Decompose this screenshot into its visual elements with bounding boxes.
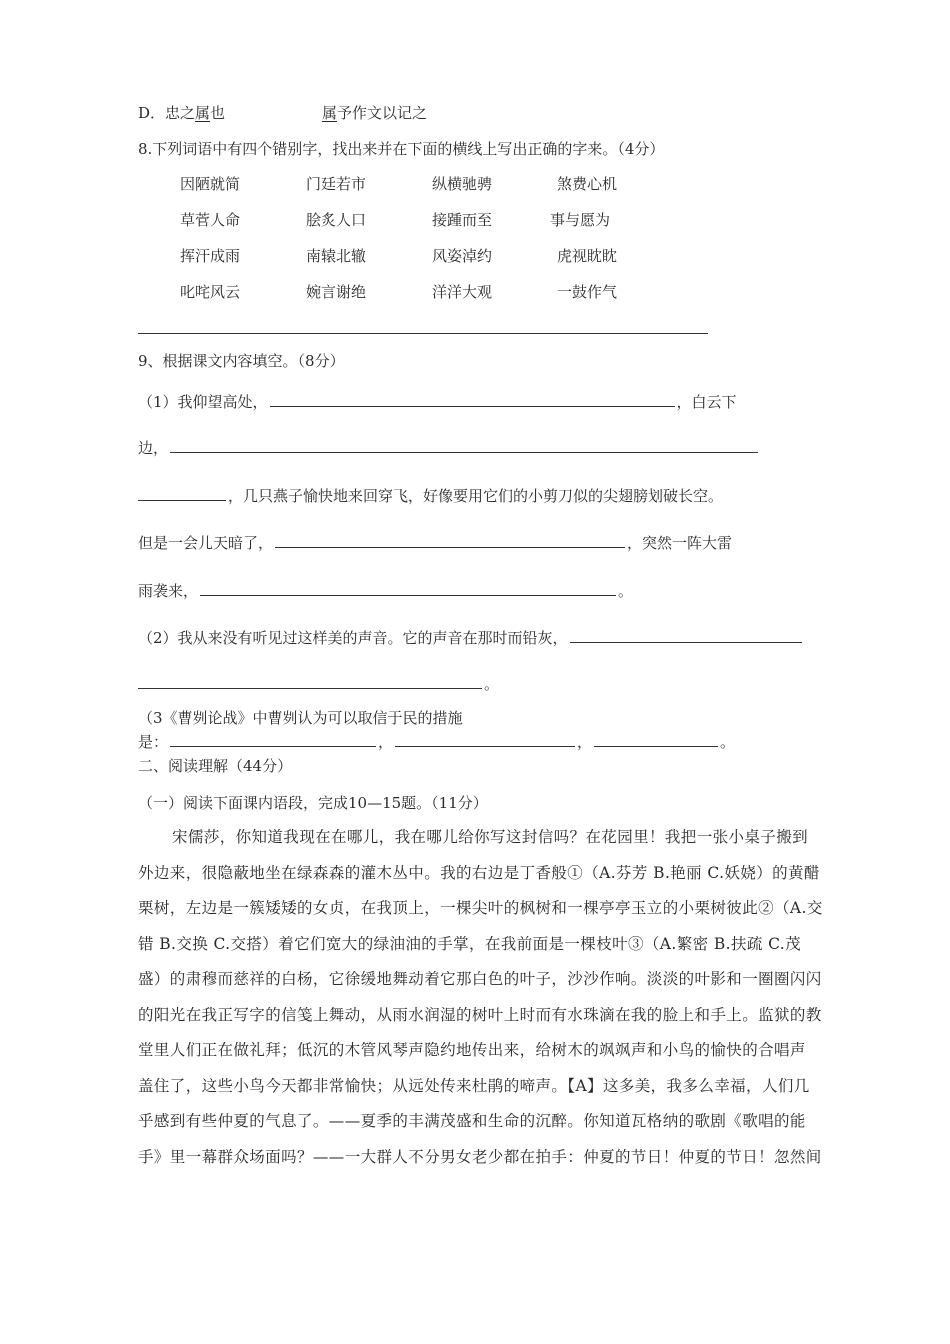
passage-line: 宋儒莎，你知道我现在在哪儿，我在哪儿给你写这封信吗？在花园里！我把一张小桌子搬到 xyxy=(172,828,809,846)
q9-p2-b-end: 。 xyxy=(484,675,500,693)
word-cell: 虎视眈眈 xyxy=(557,247,618,265)
q9-p3-b: 是： xyxy=(138,733,169,751)
q9-p1-b: 边， xyxy=(138,439,169,457)
word-cell: 挥汗成雨 xyxy=(180,247,241,265)
reading-passage xyxy=(138,820,860,1175)
option-d-line xyxy=(138,102,225,123)
blank-field[interactable] xyxy=(275,546,625,548)
q9-p1-d: 但是一会儿天暗了， xyxy=(138,534,274,552)
passage-line: 错 B.交换 C.交搭）着它们宽大的绿油油的手掌，在我前面是一棵枝叶③（A.繁密 B.扶疏 C.茂 xyxy=(138,934,802,953)
q9-line-2 xyxy=(138,437,760,458)
option-d-right xyxy=(322,102,427,123)
blank-field[interactable] xyxy=(200,594,616,596)
blank-field[interactable] xyxy=(594,745,718,747)
option-d-suffix: 也 xyxy=(210,104,226,122)
option-d-right-word: 属 xyxy=(322,104,338,122)
word-cell: 因陋就简 xyxy=(180,175,241,193)
passage-line: 手》里一幕群众场面吗？——一大群人不分男女老少都在拍手：仲夏的节日！仲夏的节日！忽然间 xyxy=(138,1147,822,1166)
option-d-underlined-word: 属 xyxy=(195,104,211,122)
option-d-label: D．忠之 xyxy=(138,104,196,122)
blank-field[interactable] xyxy=(395,745,575,747)
q9-period: 。 xyxy=(720,733,736,751)
word-cell: 煞费心机 xyxy=(557,175,618,193)
word-cell: 接踵而至 xyxy=(432,211,493,229)
q9-p1-e: 雨袭来， xyxy=(138,582,199,600)
q9-line-6 xyxy=(138,627,804,648)
blank-field[interactable] xyxy=(138,687,482,689)
q9-line-9 xyxy=(138,731,735,752)
word-cell: 南辕北辙 xyxy=(306,247,367,265)
blank-field[interactable] xyxy=(270,405,675,407)
q9-p1-c-end: ，几只燕子愉快地来回穿飞，好像要用它们的小剪刀似的尖翅膀划破长空。 xyxy=(228,487,724,505)
word-cell: 一鼓作气 xyxy=(557,283,618,301)
q9-line-4 xyxy=(138,532,732,553)
q9-p1-d-end: ，突然一阵大雷 xyxy=(627,534,733,552)
q9-p1-a: （1）我仰望高处， xyxy=(138,393,268,411)
q9-p1-e-end: 。 xyxy=(618,582,634,600)
word-cell: 事与愿为 xyxy=(550,211,611,229)
passage-line: 堂里人们正在做礼拜；低沉的木管风琴声隐约地传出来，给树木的飒飒声和小鸟的愉快的合唱声 xyxy=(138,1041,806,1059)
q9-line-5 xyxy=(138,580,633,601)
q9-p2-a: （2）我从来没有听见过这样美的声音。它的声音在那时而铅灰， xyxy=(138,629,568,647)
blank-field[interactable] xyxy=(138,499,226,501)
question-9-title: 9、根据课文内容填空。（8分） xyxy=(138,352,345,370)
q9-p1-a-end: ，白云下 xyxy=(676,393,737,411)
word-cell: 纵横驰骋 xyxy=(432,175,493,193)
word-cell: 草菅人命 xyxy=(180,211,241,229)
q9-line-7 xyxy=(138,673,499,694)
word-cell: 叱咤风云 xyxy=(180,283,241,301)
blank-field[interactable] xyxy=(170,745,376,747)
passage-line: 栗树，左边是一簇矮矮的女贞，在我顶上，一棵尖叶的枫树和一棵亭亭玉立的小栗树彼此②（A.交 xyxy=(138,899,823,917)
passage-line: 盛）的肃穆而慈祥的白杨，它徐缓地舞动着它那白色的叶子，沙沙作响。淡淡的叶影和一圈圈闪闪 xyxy=(138,970,822,988)
passage-line: 乎感到有些仲夏的气息了。——夏季的丰满茂盛和生命的沉醉。你知道瓦格纳的歌剧《歌唱的能 xyxy=(138,1112,806,1130)
question-8-title: 8.下列词语中有四个错别字，找出来并在下面的横线上写出正确的字来。（4分） xyxy=(138,140,665,158)
word-cell: 门廷若市 xyxy=(306,175,367,193)
passage-line: 外边来，很隐蔽地坐在绿森森的灌木丛中。我的右边是丁香般①（A.芬芳 B.艳丽 C.妖娆）的黄醋 xyxy=(138,863,820,882)
blank-field[interactable] xyxy=(570,641,802,643)
word-cell: 脍炙人口 xyxy=(306,211,367,229)
q9-line-3 xyxy=(138,485,723,506)
section-2-sub-1: （一）阅读下面课内语段，完成10—15题。（11分） xyxy=(138,794,488,812)
word-cell: 洋洋大观 xyxy=(432,283,493,301)
passage-line: 的阳光在我正写字的信笺上舞动，从雨水润湿的树叶上时而有水珠滴在我的脸上和手上。监狱的教 xyxy=(138,1005,822,1024)
q9-p3-a: （3《曹刿论战》中曹刿认为可以取信于民的措施 xyxy=(138,709,463,727)
section-2-title: 二、阅读理解（44分） xyxy=(138,757,293,775)
blank-field[interactable] xyxy=(170,451,758,453)
passage-line: 盖住了，这些小鸟今天都非常愉快；从远处传来杜鹃的啼声。【A】这多美，我多么幸福，人们几 xyxy=(138,1076,810,1095)
q9-line-1 xyxy=(138,391,737,412)
q9-comma: ， xyxy=(577,733,593,751)
word-cell: 婉言谢绝 xyxy=(306,283,367,301)
answer-line-q8[interactable] xyxy=(138,333,708,334)
option-d-right-text: 予作文以记之 xyxy=(337,104,428,122)
word-cell: 风姿淖约 xyxy=(432,247,493,265)
q9-comma: ， xyxy=(378,733,394,751)
